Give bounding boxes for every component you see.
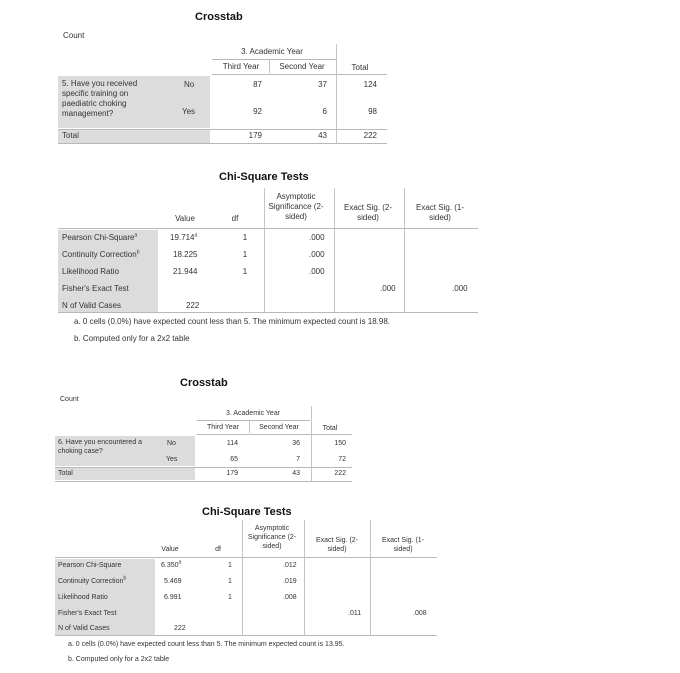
chisq-2-pearson-df: 1 [228, 562, 232, 569]
chisq-2-header-exact2: Exact Sig. (2-sided) [315, 537, 358, 553]
crosstab-2-col-group: 3. Academic Year [225, 410, 281, 417]
chisq-1-row-n-label: N of Valid Cases [62, 301, 121, 310]
crosstab-2-no-total: 150 [334, 440, 346, 447]
chisq-1-header-exact1: Exact Sig. (1-sided) [415, 203, 464, 222]
chisq-1-continuity-value: 18.225 [173, 250, 198, 259]
crosstab-1-yes-second: 6 [322, 107, 327, 116]
crosstab-2-yes-third: 65 [230, 456, 238, 463]
chisq-2-likelihood-df: 1 [228, 594, 232, 601]
crosstab-1-no-total: 124 [363, 80, 377, 89]
crosstab-1-yes-total: 98 [368, 107, 377, 116]
chisq-1-row-continuity-label: Continuity Correction$^b$ [62, 249, 140, 259]
chisq-1-pearson-value: 19.714$^a$ [170, 232, 198, 242]
crosstab-2-yes-total: 72 [338, 456, 346, 463]
chisq-1-header-value: Value [175, 214, 195, 223]
chisq-1-note-b: b. Computed only for a 2x2 table [74, 334, 190, 343]
crosstab-2-total-third: 179 [226, 470, 238, 477]
crosstab-2-col-third-year: Third Year [207, 424, 239, 431]
crosstab-2-total-label: Total [58, 470, 73, 477]
crosstab-1-col-group: 3. Academic Year [241, 47, 303, 56]
chisq-1-header-df: df [231, 214, 239, 223]
chisq-2-fisher-exact2: .011 [348, 610, 362, 617]
chisq-2-row-pearson-label: Pearson Chi-Square [58, 562, 122, 569]
crosstab-2-row-yes-label: Yes [166, 456, 178, 463]
crosstab-2-count-label: Count [60, 396, 79, 403]
crosstab-2-col-second-year: Second Year [259, 424, 299, 431]
crosstab-1-total-second: 43 [318, 131, 327, 140]
crosstab-1-no-second: 37 [318, 80, 327, 89]
crosstab-2-col-total: Total [322, 425, 338, 432]
chisq-2-continuity-value: 5.469 [164, 578, 182, 585]
chisq-2-header-df: df [215, 546, 221, 553]
chisq-2-title: Chi-Square Tests [202, 506, 292, 518]
chisq-1-fisher-exact2: .000 [380, 284, 396, 293]
crosstab-1-col-total: Total [351, 63, 369, 72]
chisq-2-row-n-label: N of Valid Cases [58, 625, 110, 632]
crosstab-1-yes-third: 92 [253, 107, 262, 116]
chisq-1-pearson-df: 1 [242, 233, 248, 242]
chisq-1-header-exact2: Exact Sig. (2-sided) [343, 203, 392, 222]
chisq-2-n-value: 222 [174, 625, 186, 632]
chisq-1-note-a: a. 0 cells (0.0%) have expected count less than 5. The minimum expected count is 18.98. [74, 317, 391, 326]
crosstab-1-total-total: 222 [363, 131, 377, 140]
chisq-1-continuity-df: 1 [242, 250, 248, 259]
crosstab-2-total-second: 43 [292, 470, 300, 477]
crosstab-2-yes-second: 7 [296, 456, 300, 463]
chisq-2-continuity-df: 1 [228, 578, 232, 585]
crosstab-1-row-variable: 5. Have you received specific training on paediatric choking management? [62, 79, 138, 118]
chisq-1-header-asymp: Asymptotic Significance (2-sided) [268, 192, 324, 221]
chisq-1-row-fisher-label: Fisher's Exact Test [62, 284, 129, 293]
chisq-2-continuity-asymp: .019 [283, 578, 297, 585]
chisq-1-continuity-asymp: .000 [309, 250, 325, 259]
crosstab-1-no-third: 87 [253, 80, 262, 89]
chisq-2-note-a: a. 0 cells (0.0%) have expected count less than 5. The minimum expected count is 13.95. [68, 641, 345, 648]
chisq-1-title: Chi-Square Tests [219, 171, 309, 183]
chisq-2-likelihood-asymp: .008 [283, 594, 297, 601]
chisq-1-pearson-asymp: .000 [309, 233, 325, 242]
chisq-2-pearson-value: 6.350$^a$ [161, 559, 182, 569]
crosstab-1-total-label: Total [62, 131, 79, 140]
crosstab-1-title: Crosstab [195, 11, 243, 23]
crosstab-1-count-label: Count [63, 31, 85, 40]
chisq-1-likelihood-asymp: .000 [309, 267, 325, 276]
chisq-1-likelihood-value: 21.944 [173, 267, 198, 276]
crosstab-1-row-yes-label: Yes [182, 107, 196, 116]
chisq-2-row-likelihood-label: Likelihood Ratio [58, 594, 108, 601]
chisq-1-likelihood-df: 1 [242, 267, 248, 276]
chisq-2-likelihood-value: 6.991 [164, 594, 182, 601]
crosstab-2-no-second: 36 [292, 440, 300, 447]
crosstab-1-col-second-year: Second Year [279, 62, 325, 71]
chisq-2-pearson-asymp: .012 [283, 562, 297, 569]
chisq-1-n-value: 222 [186, 301, 200, 310]
chisq-2-row-fisher-label: Fisher's Exact Test [58, 610, 117, 617]
chisq-2-header-exact1: Exact Sig. (1-sided) [381, 537, 424, 553]
crosstab-1-row-no-label: No [184, 80, 195, 89]
chisq-2-note-b: b. Computed only for a 2x2 table [68, 656, 170, 663]
chisq-1-fisher-exact1: .000 [452, 284, 468, 293]
crosstab-2-row-variable: 6. Have you encountered a choking case? [58, 439, 143, 455]
crosstab-2-title: Crosstab [180, 377, 228, 389]
crosstab-2-total-total: 222 [334, 470, 346, 477]
crosstab-2-row-no-label: No [167, 440, 176, 447]
crosstab-1-total-third: 179 [248, 131, 262, 140]
chisq-2-row-continuity-label: Continuity Correction$^b$ [58, 575, 127, 585]
chisq-1-row-pearson-label: Pearson Chi-Square$^a$ [62, 232, 138, 242]
chisq-2-header-asymp: Asymptotic Significance (2-sided) [247, 525, 297, 550]
chisq-2-fisher-exact1: .008 [413, 610, 427, 617]
chisq-2-header-value: Value [161, 546, 179, 553]
chisq-1-row-likelihood-label: Likelihood Ratio [62, 267, 119, 276]
crosstab-1-col-third-year: Third Year [222, 62, 260, 71]
crosstab-2-no-third: 114 [226, 440, 238, 447]
